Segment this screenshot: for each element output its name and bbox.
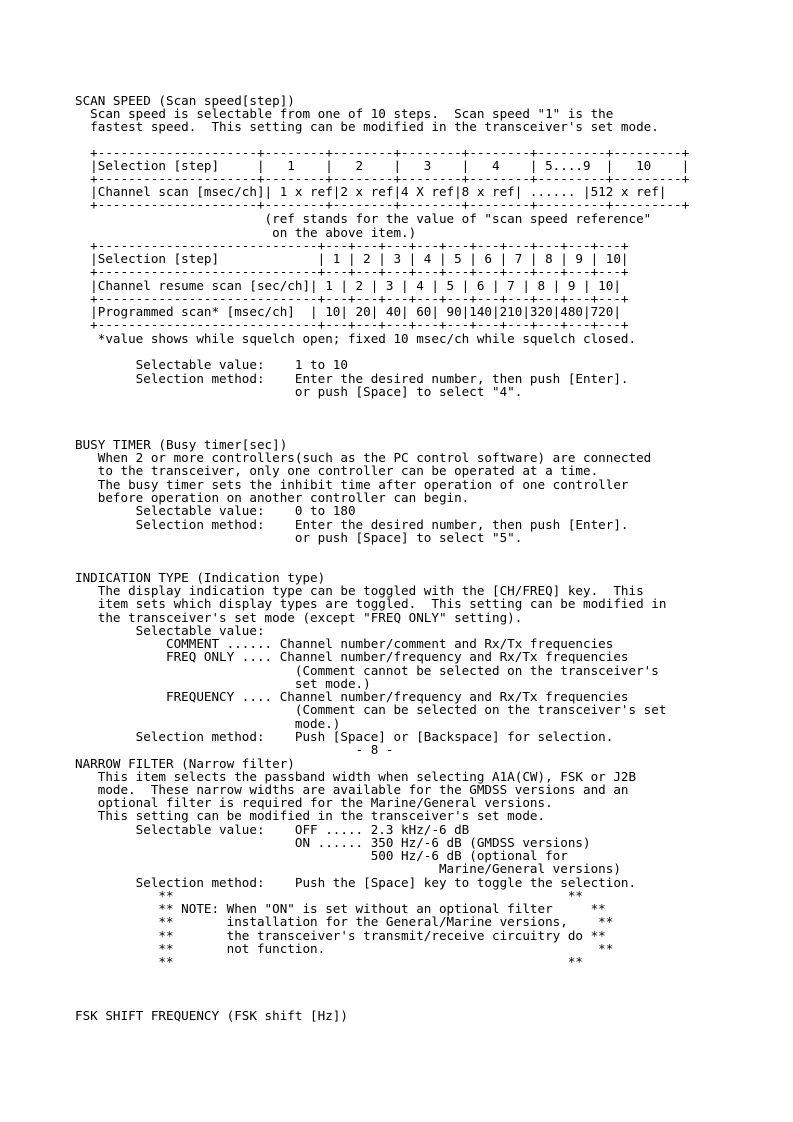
section-heading-fsk-shift: FSK SHIFT FREQUENCY (FSK shift [Hz])	[75, 1008, 348, 1023]
page-number: - 8 -	[75, 742, 394, 757]
busy-timer-desc-line: When 2 or more controllers(such as the PC control software) are connected	[75, 450, 652, 465]
narrow-filter-desc-line: This item selects the passband width when selecting A1A(CW), FSK or J2B	[75, 769, 637, 784]
narrow-filter-selection-method: Selection method: Push the [Space] key to toggle the selection.	[75, 875, 637, 890]
indication-desc-line: the transceiver's set mode (except "FREQ ONLY" setting).	[75, 610, 523, 625]
busy-timer-selection-method: or push [Space] to select "5".	[75, 530, 523, 545]
scan-speed-desc-line: Scan speed is selectable from one of 10 steps. Scan speed "1" is the	[75, 106, 614, 121]
busy-timer-selectable-value: Selectable value: 0 to 180	[75, 503, 356, 518]
scan-selection-method: Selection method: Enter the desired number, then push [Enter].	[75, 371, 629, 386]
narrow-filter-note-box: ** **	[75, 888, 583, 903]
indication-desc-line: The display indication type can be toggled with the [CH/FREQ] key. This	[75, 583, 644, 598]
section-heading-scan-speed: SCAN SPEED (Scan speed[step])	[75, 93, 295, 108]
indication-selection-method: Selection method: Push [Space] or [Backspace] for selection.	[75, 729, 614, 744]
scan-selectable-value: Selectable value: 1 to 10	[75, 357, 348, 372]
scan-table-1-row-channel-scan: |Channel scan [msec/ch]| 1 x ref|2 x ref|4 X ref|8 x ref| ...... |512 x ref|	[75, 184, 667, 199]
narrow-filter-note-box: ** **	[75, 954, 583, 969]
scan-table-2-border: +-----------------------------+---+---+---+---+---+---+---+---+---+---+	[75, 238, 629, 253]
section-heading-busy-timer: BUSY TIMER (Busy timer[sec])	[75, 437, 288, 452]
section-heading-narrow-filter: NARROW FILTER (Narrow filter)	[75, 756, 295, 771]
scan-table-2-border: +-----------------------------+---+---+---+---+---+---+---+---+---+---+	[75, 317, 629, 332]
indication-option-line: (Comment can be selected on the transceiver's set	[75, 702, 667, 717]
indication-desc-line: item sets which display types are toggled. This setting can be modified in	[75, 596, 667, 611]
narrow-filter-selectable-value: Marine/General versions)	[75, 861, 621, 876]
busy-timer-desc-line: The busy timer sets the inhibit time after operation of one controller	[75, 477, 629, 492]
scan-table-2-row-programmed: |Programmed scan* [msec/ch] | 10| 20| 40| 60| 90|140|210|320|480|720|	[75, 304, 621, 319]
narrow-filter-selectable-value: 500 Hz/-6 dB (optional for	[75, 848, 568, 863]
narrow-filter-desc-line: mode. These narrow widths are available for the GMDSS versions and an	[75, 782, 629, 797]
indication-option-line: FREQUENCY .... Channel number/frequency and Rx/Tx frequencies	[75, 689, 629, 704]
busy-timer-selection-method: Selection method: Enter the desired number, then push [Enter].	[75, 517, 629, 532]
ref-note-line: on the above item.)	[75, 225, 417, 240]
narrow-filter-desc-line: optional filter is required for the Marine/General versions.	[75, 795, 553, 810]
scan-table-1-border: +---------------------+--------+--------+--------+--------+---------+---------+	[75, 197, 690, 212]
narrow-filter-note-box: ** installation for the General/Marine versions, **	[75, 914, 614, 929]
narrow-filter-selectable-value: ON ...... 350 Hz/-6 dB (GMDSS versions)	[75, 835, 591, 850]
busy-timer-desc-line: before operation on another controller can begin.	[75, 490, 470, 505]
indication-option-line: (Comment cannot be selected on the transceiver's	[75, 663, 659, 678]
scan-table-1-border: +---------------------+--------+--------+--------+--------+---------+---------+	[75, 145, 690, 160]
indication-option-line: COMMENT ...... Channel number/comment and Rx/Tx frequencies	[75, 636, 614, 651]
scan-table-1-row-selection: |Selection [step] | 1 | 2 | 3 | 4 | 5....9 | 10 |	[75, 158, 690, 173]
scan-table-2-border: +-----------------------------+---+---+---+---+---+---+---+---+---+---+	[75, 264, 629, 279]
scan-footnote: *value shows while squelch open; fixed 10 msec/ch while squelch closed.	[75, 331, 637, 346]
narrow-filter-note-box: ** NOTE: When "ON" is set without an optional filter **	[75, 901, 606, 916]
section-heading-indication-type: INDICATION TYPE (Indication type)	[75, 570, 326, 585]
narrow-filter-note-box: ** not function. **	[75, 941, 614, 956]
indication-option-line: FREQ ONLY .... Channel number/frequency and Rx/Tx frequencies	[75, 649, 629, 664]
scan-table-1-border: +---------------------+--------+--------+--------+--------+---------+---------+	[75, 171, 690, 186]
narrow-filter-note-box: ** the transceiver's transmit/receive circuitry do **	[75, 928, 606, 943]
indication-selectable-value: Selectable value:	[75, 623, 265, 638]
ref-note-line: (ref stands for the value of "scan speed reference"	[75, 211, 652, 226]
busy-timer-desc-line: to the transceiver, only one controller can be operated at a time.	[75, 463, 599, 478]
scan-speed-desc-line: fastest speed. This setting can be modified in the transceiver's set mode.	[75, 119, 659, 134]
indication-option-line: mode.)	[75, 716, 341, 731]
scan-table-2-row-resume: |Channel resume scan [sec/ch]| 1 | 2 | 3 | 4 | 5 | 6 | 7 | 8 | 9 | 10|	[75, 278, 621, 293]
indication-option-line: set mode.)	[75, 676, 371, 691]
scan-selection-method: or push [Space] to select "4".	[75, 384, 523, 399]
narrow-filter-desc-line: This setting can be modified in the transceiver's set mode.	[75, 808, 546, 823]
scan-table-2-row-selection: |Selection [step] | 1 | 2 | 3 | 4 | 5 | 6 | 7 | 8 | 9 | 10|	[75, 251, 629, 266]
narrow-filter-selectable-value: Selectable value: OFF ..... 2.3 kHz/-6 dB	[75, 822, 470, 837]
scan-table-2-border: +-----------------------------+---+---+---+---+---+---+---+---+---+---+	[75, 291, 629, 306]
